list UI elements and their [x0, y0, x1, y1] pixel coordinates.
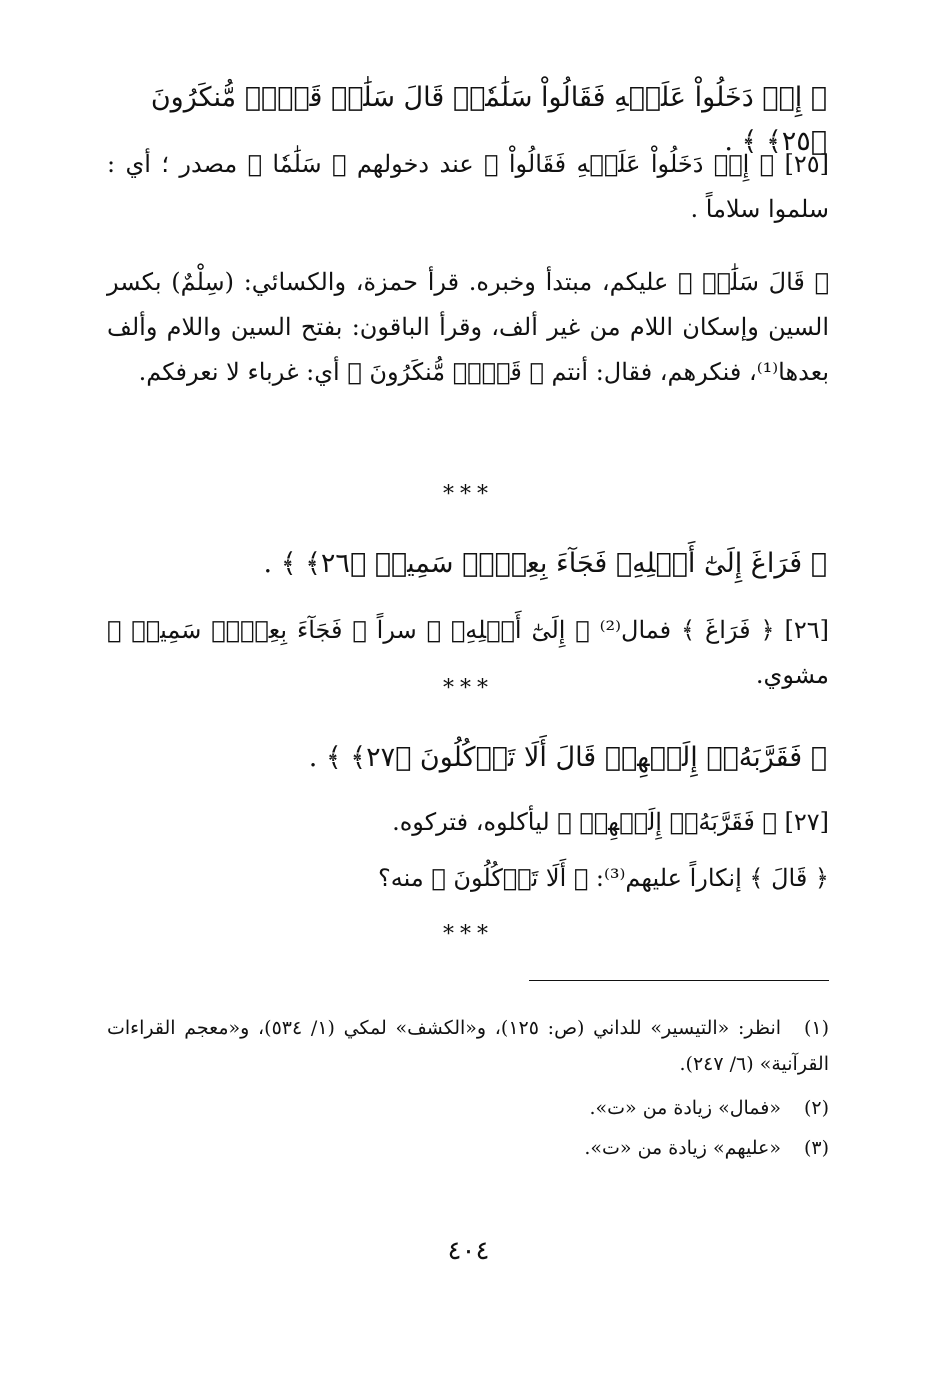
footnote-number: (١): [803, 1017, 830, 1039]
quran-verse-26: ﴿ فَرَاغَ إِلَىٰٓ أَهۡلِهِۦ فَجَآءَ بِعِجۡلٖ سَمِينٖ ﴿٢٦﴾ ﴾ .: [263, 548, 827, 579]
footnote-3: [107, 1130, 829, 1166]
footnote-text: «عليهم» زيادة من «ت».: [584, 1137, 781, 1159]
footnote-number: (٣): [803, 1137, 829, 1159]
quran-verse-27: ﴿ فَقَرَّبَهُۥٓ إِلَيۡهِمۡ قَالَ أَلَا تَأۡكُلُونَ ﴿٢٧﴾ ﴾ .: [308, 742, 827, 773]
commentary-25-b: ﴿ قَالَ سَلَٰمٞ ﴾ عليكم، مبتدأ وخبره. قرأ حمزة، والكسائي: (سِلْمٌ) بكسر السين وإسكان اللام من غير ألف، وقرأ الباقون: بفتح السين واللام وألف بعدها⁽¹⁾، فنكرهم، فقال: أنتم ﴿ قَوۡمٞ مُّنكَرُونَ ﴾ أي: غرباء لا نعرفكم.: [107, 268, 829, 386]
footnote-text: «فمال» زيادة من «ت».: [589, 1097, 781, 1119]
commentary-26: [٢٦] ﴿ فَرَاغَ ﴾ فمال⁽²⁾ ﴿ إِلَىٰٓ أَهۡلِهِۦ ﴾ سراً ﴿ فَجَآءَ بِعِجۡلٖ سَمِينٖ ﴾ مشوي.: [107, 616, 829, 689]
footnote-1: [107, 1010, 829, 1082]
footnote-text: انظر: «التيسير» للداني (ص: ١٢٥)، و«الكشف» لمكي (١/ ٥٣٤)، و«معجم القراءات القرآنية» (٦/ ٢٤٧).: [107, 1017, 829, 1075]
section-separator: ***: [443, 676, 494, 701]
quran-verse-25: ﴿ إِذۡ دَخَلُواْ عَلَيۡهِ فَقَالُواْ سَلَٰمٗاۖ قَالَ سَلَٰمٞ قَوۡمٞ مُّنكَرُونَ ﴿٢٥﴾ ﴾ .: [150, 82, 827, 157]
footnote-2: [107, 1090, 829, 1126]
section-separator: ***: [443, 482, 494, 507]
section-separator: ***: [443, 922, 494, 947]
commentary-27-a: [٢٧] ﴿ فَقَرَّبَهُۥٓ إِلَيۡهِمۡ ﴾ ليأكلوه، فتركوه.: [392, 808, 829, 836]
footnote-divider: [529, 980, 829, 981]
footnote-number: (٢): [803, 1097, 829, 1119]
commentary-25-a: [٢٥] ﴿ إِذۡ دَخَلُواْ عَلَيۡهِ فَقَالُواْ ﴾ عند دخولهم ﴿ سَلَٰمٗا ﴾ مصدر ؛ أي : سلموا سلاماً .: [107, 150, 829, 223]
commentary-27-b: ﴿ قَالَ ﴾ إنكاراً عليهم⁽³⁾: ﴿ أَلَا تَأۡكُلُونَ ﴾ منه؟: [378, 864, 829, 892]
page-number: ٤٠٤: [447, 1236, 490, 1266]
